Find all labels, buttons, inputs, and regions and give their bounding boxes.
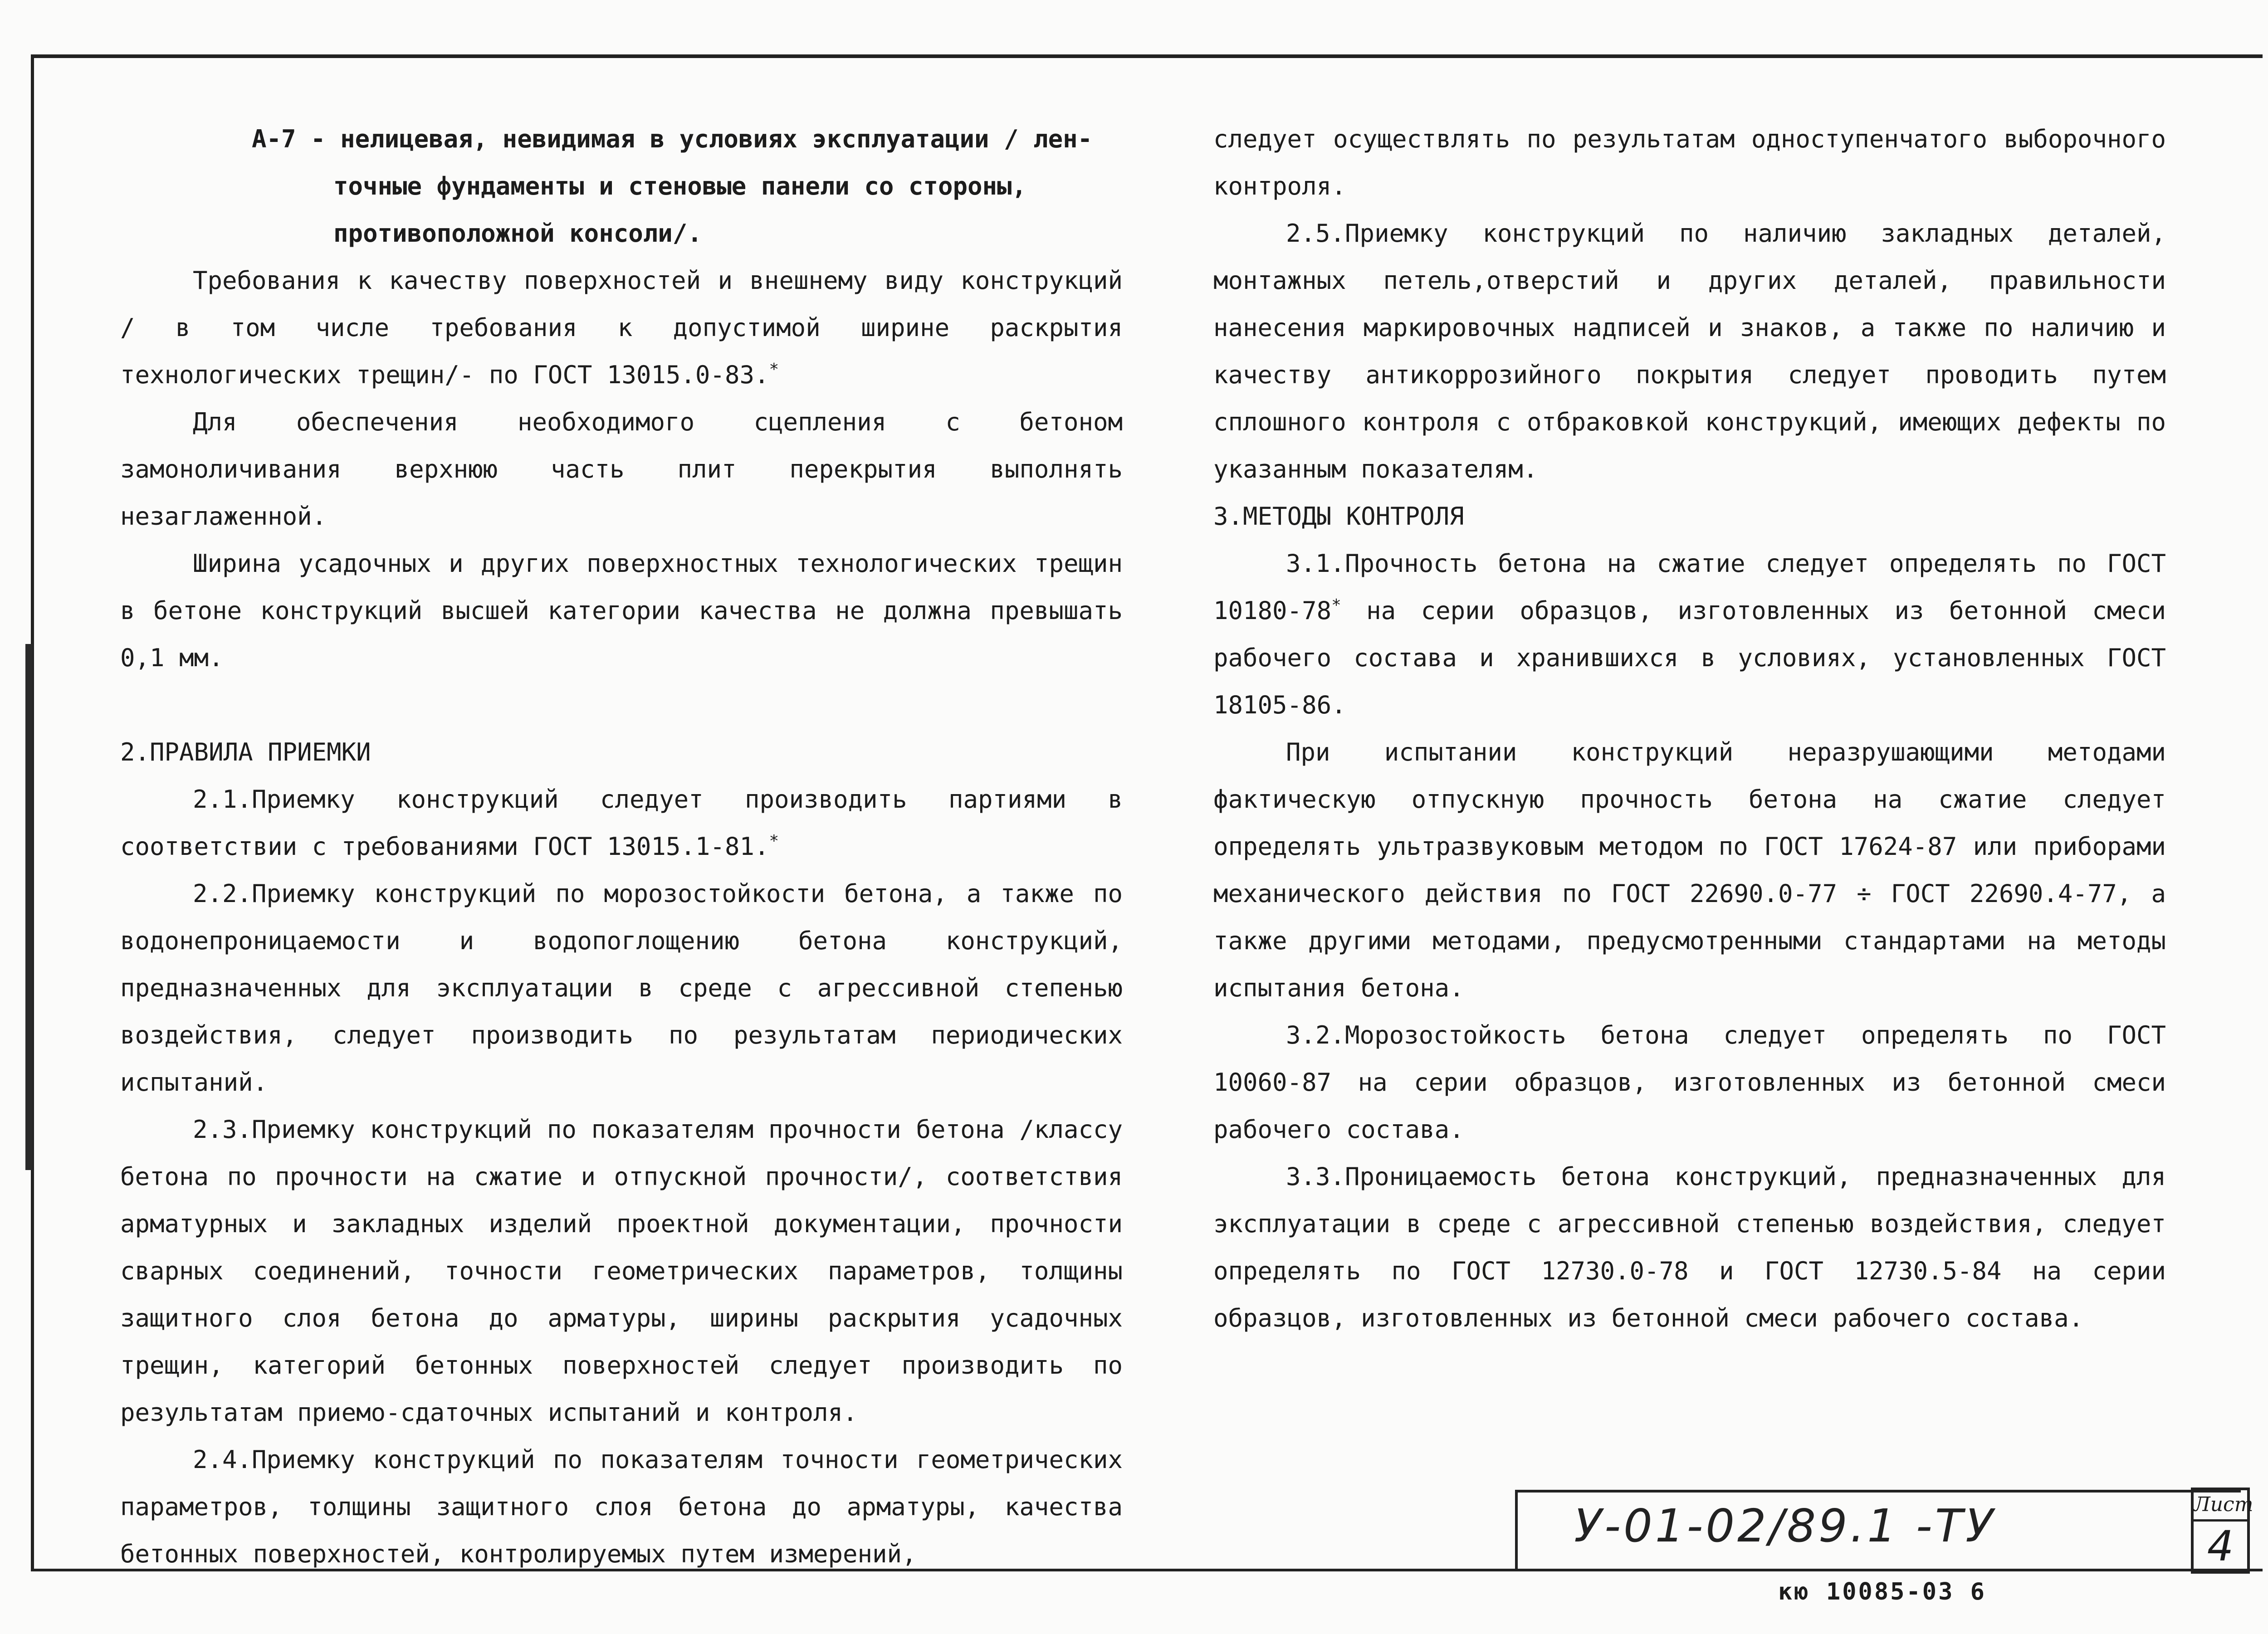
clause-2-1 bbox=[120, 776, 1123, 870]
section-3-heading: 3.МЕТОДЫ КОНТРОЛЯ bbox=[1213, 502, 1464, 531]
crack-width-paragraph: Ширина усадочных и других поверхностных технологических трещин в бетоне конструкций высшей категории качества не должна превышать 0,1 мм. bbox=[120, 549, 1123, 672]
section-2-heading: 2.ПРАВИЛА ПРИЕМКИ bbox=[120, 738, 371, 766]
clause-2-5: 2.5.Приемку конструкций по наличию закладных деталей, монтажных петель,отверстий и других деталей, правильности нанесения маркировочных надписей и знаков, а также по наличию и качеству антикоррозийного покрытия следует проводить путем сплошного контроля с отбраковкой конструкций, имеющих дефекты по указанным показателям. bbox=[1213, 219, 2166, 483]
a7-line-1: А-7 - нелицевая, невидимая в условиях эксплуатации / лен- bbox=[252, 125, 1093, 153]
sheet-number: 4 bbox=[2207, 1522, 2234, 1571]
clause-2-1-text: 2.1.Приемку конструкций следует производить партиями в соответствии с требованиями ГОСТ 13015.1-81. bbox=[120, 785, 1123, 861]
surface-quality-text: Требования к качеству поверхностей и внешнему виду конструкций / в том числе требования к допустимой ширине раскрытия технологических трещин/- по ГОСТ 13015.0-83. bbox=[120, 266, 1123, 389]
inventory-number: кю 10085-03 6 bbox=[1778, 1578, 1986, 1605]
sheet-label: Лист bbox=[2194, 1490, 2247, 1522]
clause-2-2: 2.2.Приемку конструкций по морозостойкости бетона, а также по водонепроницаемости и водопоглощению бетона конструкций, предназначенных для эксплуатации в среде с агрессивной степенью воздействия, следует производить по результатам периодических испытаний. bbox=[120, 879, 1123, 1097]
clause-2-4-continued: следует осуществлять по результатам одноступенчатого выборочного контроля. bbox=[1213, 125, 2166, 200]
clause-3-2: 3.2.Морозостойкость бетона следует определять по ГОСТ 10060-87 на серии образцов, изготовленных из бетонной смеси рабочего состава. bbox=[1213, 1021, 2166, 1144]
document-code: У-01-02/89.1 -ТУ bbox=[1574, 1499, 1996, 1552]
clause-3-1-text-b: на серии образцов, изготовленных из бетонной смеси рабочего состава и хранившихся в условиях, установленных ГОСТ 18105-86. bbox=[1213, 596, 2166, 719]
clause-3-3: 3.3.Проницаемость бетона конструкций, предназначенных для эксплуатации в среде с агрессивной степенью воздействия, следует определять по ГОСТ 12730.0-78 и ГОСТ 12730.5-84 на серии образцов, изготовленных из бетонной смеси рабочего состава. bbox=[1213, 1162, 2166, 1332]
a7-line-2: точные фундаменты и стеновые панели со стороны, bbox=[333, 172, 1027, 200]
footnote-mark: * bbox=[769, 360, 779, 379]
right-column bbox=[1213, 116, 2166, 1342]
bonding-paragraph: Для обеспечения необходимого сцепления с бетоном замоноличивания верхнюю часть плит перекрытия выполнять незаглаженной. bbox=[120, 408, 1123, 531]
footnote-mark: * bbox=[769, 832, 779, 850]
left-column bbox=[120, 116, 1123, 1578]
clause-3-1-text-a: 3.1.Прочность бетона на сжатие следует определять по ГОСТ 10180-78 bbox=[1213, 549, 2166, 625]
surface-quality-paragraph bbox=[120, 257, 1123, 399]
clause-2-3: 2.3.Приемку конструкций по показателям прочности бетона /классу бетона по прочности на сжатие и отпускной прочности/, соответствия арматурных и закладных изделий проектной документации, прочности сварных соединений, точности геометрических параметров, толщины защитного слоя бетона до арматуры, ширины раскрытия усадочных трещин, категорий бетонных поверхностей следует производить по результатам приемо-сдаточных испытаний и контроля. bbox=[120, 1115, 1123, 1427]
nondestructive-testing-paragraph: При испытании конструкций неразрушающими методами фактическую отпускную прочность бетона на сжатие следует определять ультразвуковым методом по ГОСТ 17624-87 или приборами механического действия по ГОСТ 22690.0-77 ÷ ГОСТ 22690.4-77, а также другими методами, предусмотренными стандартами на методы испытания бетона. bbox=[1213, 738, 2166, 1002]
a7-line-3: противоположной консоли/. bbox=[333, 219, 702, 248]
clause-3-1 bbox=[1213, 540, 2166, 729]
binding-edge-mark bbox=[25, 644, 33, 1170]
footnote-mark: * bbox=[1331, 596, 1341, 615]
clause-2-4: 2.4.Приемку конструкций по показателям точности геометрических параметров, толщины защитного слоя бетона до арматуры, качества бетонных поверхностей, контролируемых путем измерений, bbox=[120, 1445, 1123, 1568]
